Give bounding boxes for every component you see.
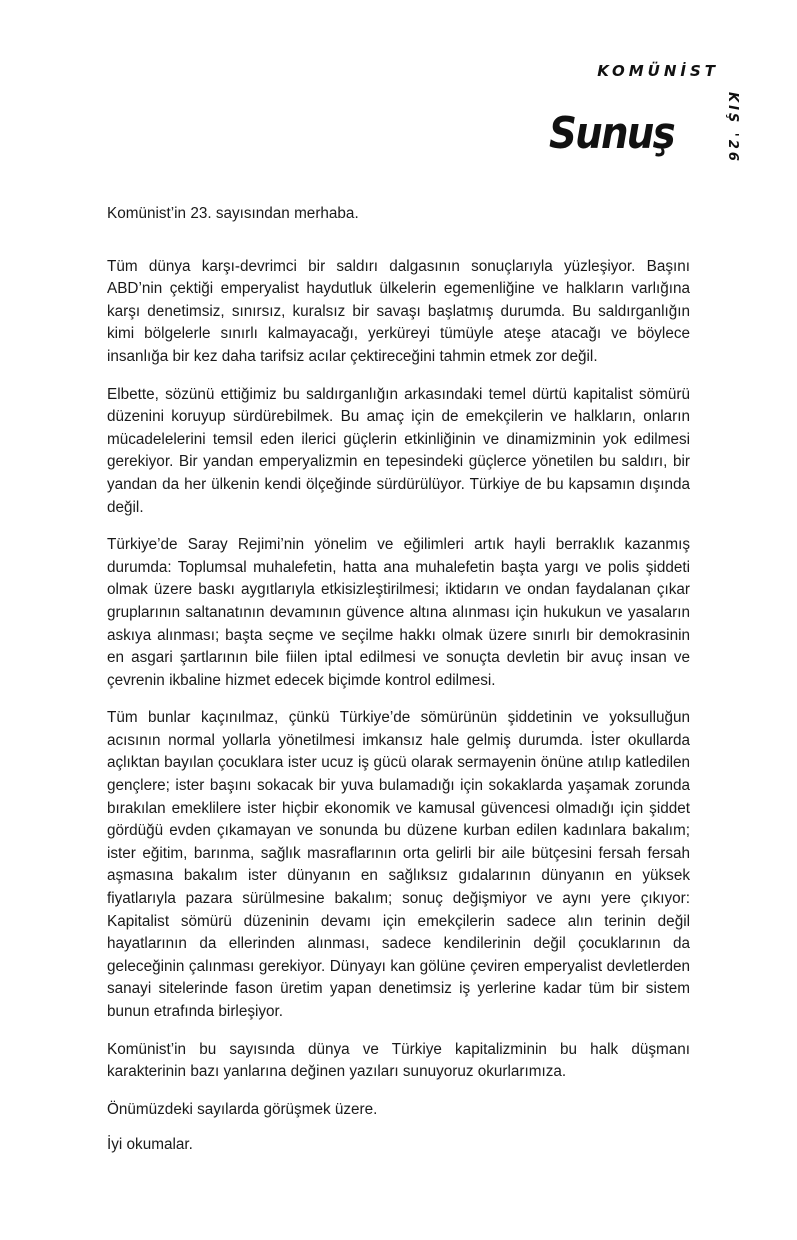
paragraph-greeting: Komünist’in 23. sayısından merhaba.	[107, 205, 359, 222]
paragraph: Türkiye’de Saray Rejimi’nin yönelim ve eğilimleri artık hayli berraklık kazanmış durumda: Toplumsal muhalefetin, hatta ana muhalefetin başta yargı ve polis şiddeti olmak üzere baskı aygıtlarıyla etkisizleştirilmesi; iktidarın ve ondan faydalanan çıkar gruplarının saltanatının devamının güvence altına alınması için hukukun ve yasaların askıya alınması; başta seçme ve seçilme hakkı olmak üzere sınırlı bir demokrasinin en asgari şartlarının bile fiilen iptal edilmesi ve sonuçta devletin bir avuç insan ve çevrenin ikbaline hizmet edecek biçimde kontrol edilmesi.	[107, 536, 690, 689]
paragraph: Tüm dünya karşı-devrimci bir saldırı dalgasının sonuçlarıyla yüzleşiyor. Başını ABD’nin çektiği emperyalist haydutluk ülkelerin egemenliğine ve halkların varlığına karşı denetimsiz, sınırsız, kuralsız bir savaşı başlatmış durumda. Bu saldırganlığın kimi bölgelerle sınırlı kalmayacağı, yerküreyi tümüyle ateşe atacağı ve böylece insanlığa bir kez daha tarifsiz acılar çektireceğini tahmin etmek zor değil.	[107, 257, 690, 365]
paragraph: Elbette, sözünü ettiğimiz bu saldırganlığın arkasındaki temel dürtü kapitalist sömürü düzenini koruyup sürdürebilmek. Bu amaç için de emekçilerin ve halkların, onların mücadelelerini temsil eden ilerici güçlerin etkinliğinin ve dinamizminin yok edilmesi gerekiyor. Bir yandan emperyalizmin en tepesindeki güçlerce yönetilen bu saldırı, bir yandan da her ülkenin kendi ölçeğinde sürdürülüyor. Türkiye de bu kapsamın dışında değil.	[107, 385, 690, 516]
paragraph: Komünist’in bu sayısında dünya ve Türkiye kapitalizminin bu halk düşmanı karakterinin bazı yanlarına değinen yazıları sunuyoruz okurlarımıza.	[107, 1040, 690, 1081]
paragraph-signoff: İyi okumalar.	[107, 1136, 193, 1154]
magazine-name: KOMÜNİST	[597, 62, 719, 80]
page-title: Sunuş	[549, 108, 674, 159]
issue-label: KIŞ '26	[725, 92, 740, 164]
paragraph-closing: Önümüzdeki sayılarda görüşmek üzere.	[107, 1100, 378, 1118]
paragraph: Tüm bunlar kaçınılmaz, çünkü Türkiye’de sömürünün şiddetinin ve yoksulluğun acısının normal yollarla yönetilmesi imkansız hale gelmiş durumda. İster okullarda açlıktan bayılan çocuklara ister ucuz iş gücü olarak sermayenin önüne atılıp katledilen gençlere; ister başını sokacak bir yuva bulamadığı için sokaklarda yaşamak zorunda bırakılan emeklilere ister hiçbir ekonomik ve kamusal güvencesi olmadığı için şiddet gördüğü evden çıkamayan ve sonunda bu düzene kurban edilen kadınlara bakalım; ister eğitim, barınma, sağlık masraflarının orta gelirli bir aile bütçesini fersah fersah aşmasına bakalım ister dünyanın en sağlıksız gıdalarının dünyanın en yüksek fiyatlarıyla pazara sürülmesine bakalım; sonuç değişmiyor ve aynı yere çıkıyor: Kapitalist sömürü düzeninin devamı için emekçilerin sadece alın terinin değil hayatlarının da ellerinden alınması, sadece kendilerinin değil çocuklarının da geleceğinin çalınması gerekiyor. Dünyayı kan gölüne çeviren emperyalist devletlerden sanayi sitelerinde fason üretim yapan denetimsiz iş yerlerine kadar tüm bir sistem bunun etrafında birleşiyor.	[107, 709, 690, 1020]
article-body	[107, 203, 690, 1170]
